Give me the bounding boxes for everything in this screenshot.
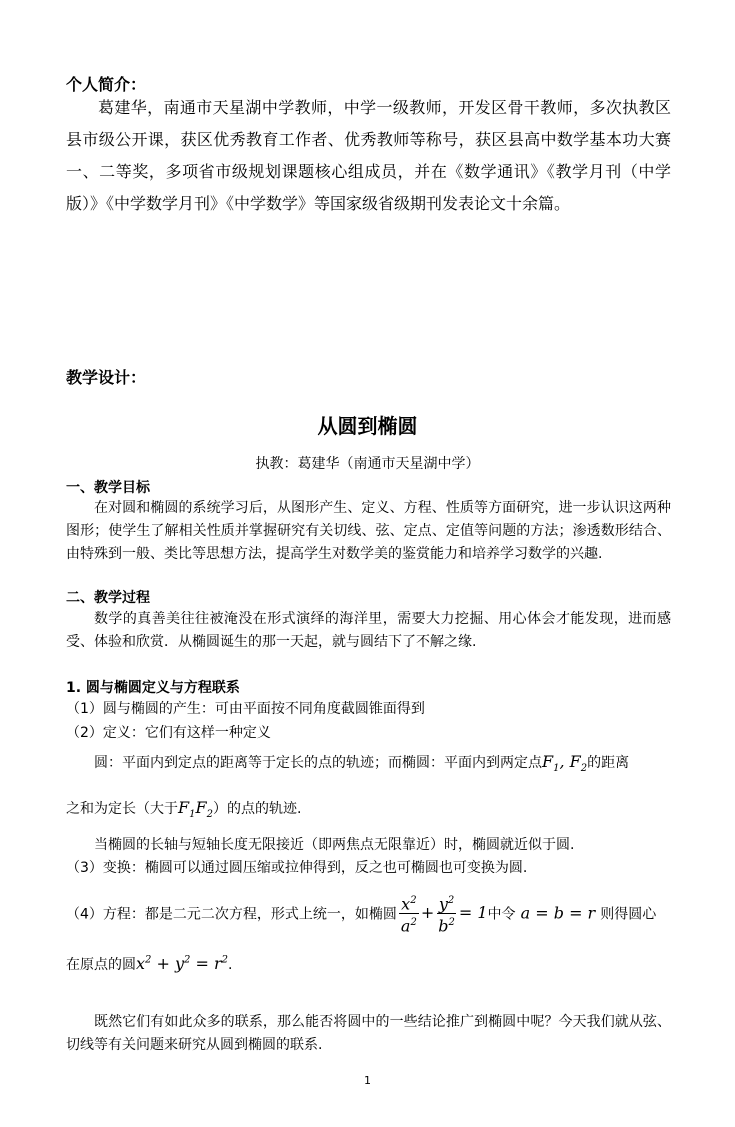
definition-line-1	[94, 752, 629, 774]
definition-line-2	[66, 798, 301, 820]
equation-line-1	[66, 892, 656, 936]
equation-line-2	[66, 954, 232, 974]
closing-text: 既然它们有如此众多的联系，那么能否将圆中的一些结论推广到椭圆中呢？今天我们就从弦、切线等有关问题来研究从圆到椭圆的联系.	[66, 1014, 671, 1053]
definition-text-c: 之和为定长（大于	[66, 801, 178, 817]
profile-bio: 葛建华，南通市天星湖中学教师，中学一级教师，开发区骨干教师，多次执教区县市级公开课，获区优秀教育工作者、优秀教师等称号，获区县高中数学基本功大赛一、二等奖，多项省市级规划课题核心组成员，并在《数学通讯》《教学月刊（中学版）》《中学数学月刊》《中学数学》等国家级省级期刊发表论文十余篇。	[66, 98, 671, 213]
page-number: 1	[364, 1074, 371, 1087]
item-definition: （2）定义：它们有这样一种定义	[66, 725, 271, 741]
equation-text-c: 则得圆心	[600, 906, 657, 923]
process-text: 数学的真善美往往被淹没在形式演绎的海洋里，需要大力挖掘、用心体会才能发现，进而感受、体验和欣赏．从椭圆诞生的那一天起，就与圆结下了不解之缘.	[66, 611, 671, 650]
item-origin: （1）圆与椭圆的产生：可由平面按不同角度截圆锥面得到	[66, 701, 425, 717]
item-transform: （3）变换：椭圆可以通过圆压缩或拉伸得到，反之也可椭圆也可变换为圆.	[66, 860, 528, 876]
section1-heading: 1. 圆与椭圆定义与方程联系	[66, 680, 240, 696]
focal-distance-formula: $F_1F_2$	[178, 798, 213, 821]
equation-text-b: 中令	[487, 906, 516, 923]
ellipse-equation: $\frac{x^2}{a^2}$ + $\frac{y^2}{b^2}$ = 1	[397, 903, 488, 922]
condition-formula: a = b = r	[515, 903, 601, 923]
goals-heading: 一、教学目标	[66, 480, 150, 496]
foci-formula: $F_1$, $F_2$	[542, 752, 588, 775]
equation-text-e: .	[228, 957, 233, 973]
process-heading: 二、教学过程	[66, 590, 150, 606]
definition-text-b: 的距离	[587, 755, 630, 771]
profile-heading: 个人简介：	[66, 75, 147, 94]
definition-text-d: ）的点的轨迹.	[212, 801, 302, 817]
design-heading: 教学设计：	[66, 368, 147, 387]
approx-text: 当椭圆的长轴与短轴长度无限接近（即两焦点无限靠近）时，椭圆就近似于圆.	[94, 837, 575, 853]
lesson-title: 从圆到椭圆	[317, 414, 418, 438]
circle-equation: $x^2 + y^2 = r^2$	[136, 954, 229, 973]
equation-text-d: 在原点的圆	[66, 957, 136, 973]
goals-text: 在对圆和椭圆的系统学习后，从图形产生、定义、方程、性质等方面研究，进一步认识这两种图形；使学生了解相关性质并掌握研究有关切线、弦、定点、定值等问题的方法；渗透数形结合、由特殊到一般、类比等思想方法，提高学生对数学美的鉴赏能力和培养学习数学的兴趣.	[66, 500, 671, 562]
lesson-author: 执教：葛建华（南通市天星湖中学）	[255, 456, 480, 472]
equation-text-a: （4）方程：都是二元二次方程，形式上统一，如椭圆	[66, 906, 397, 923]
definition-text-a: 圆：平面内到定点的距离等于定长的点的轨迹；而椭圆：平面内到两定点	[94, 755, 542, 771]
